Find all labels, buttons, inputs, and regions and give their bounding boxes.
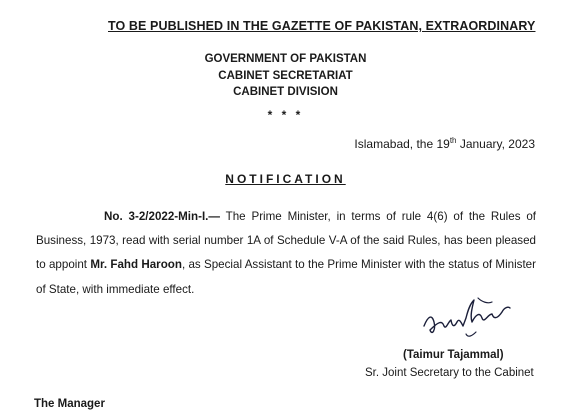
government-title: GOVERNMENT OF PAKISTAN [204, 53, 367, 65]
notification-text-1: The Prime Minister, in terms of rule 4(6) of the Rules of Business, 1973, read with serial number 1A of Schedule V-A of the said Rules, has been pleased to appoint [36, 210, 536, 272]
handwritten-signature [418, 292, 518, 342]
signatory-title: Sr. Joint Secretary to the Cabinet [365, 367, 534, 379]
dateline-suffix: th [449, 136, 457, 145]
notification-number: No. 3-2/2022-Min-I.— [104, 210, 221, 223]
dateline-rest: January, 2023 [456, 137, 535, 151]
dateline [354, 136, 535, 151]
dateline-prefix: Islamabad, the 19 [354, 137, 450, 151]
notification-text-2: , as Special Assistant to the Prime Minister with the status of Minister of State, with immediate effect. [36, 258, 536, 296]
division-title: CABINET DIVISION [233, 86, 338, 98]
notification-body [36, 205, 536, 302]
signatory-name: (Taimur Tajammal) [403, 349, 504, 361]
gazette-heading: TO BE PUBLISHED IN THE GAZETTE OF PAKISTAN, EXTRAORDINARY [108, 19, 536, 33]
secretariat-title: CABINET SECRETARIAT [218, 70, 353, 82]
addressee-line: The Manager [34, 398, 105, 410]
appointee-name: Mr. Fahd Haroon [90, 258, 182, 272]
notification-heading: NOTIFICATION [225, 172, 346, 186]
separator-stars: * * * [267, 108, 304, 122]
